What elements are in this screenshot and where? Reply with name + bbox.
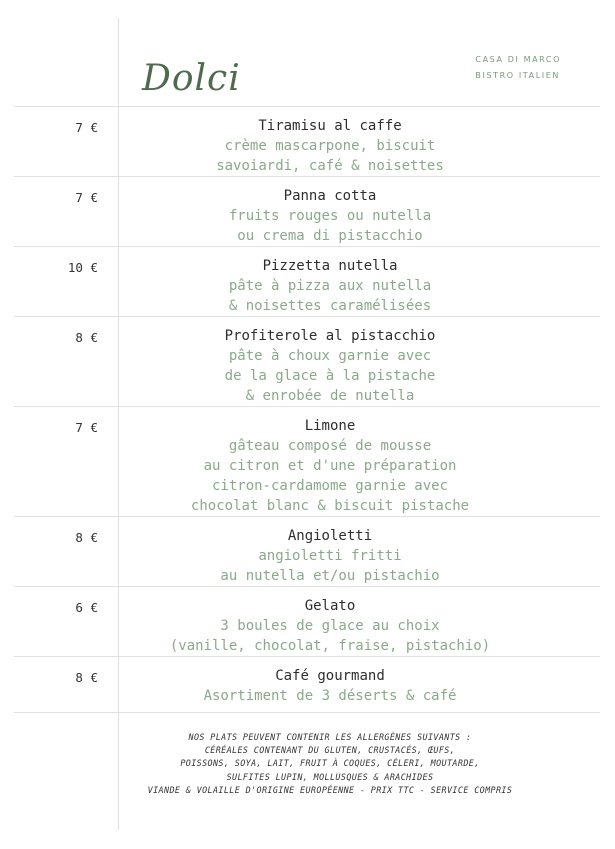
item-description-line: Asortiment de 3 déserts & café (203, 688, 457, 704)
allergen-note-line: CÉRÉALES CONTENANT DU GLUTEN, CRUSTACÉS, ŒUFS, (204, 745, 456, 756)
brand-subtitle: BISTRO ITALIEN (475, 71, 560, 80)
brand-name: CASA DI MARCO (475, 55, 561, 64)
row-separator (14, 656, 600, 657)
item-body (120, 416, 540, 516)
row-separator (14, 316, 600, 317)
row-separator (14, 712, 600, 713)
item-description-line: fruits rouges ou nutella (228, 208, 432, 224)
item-description-line: pâte à choux garnie avec (228, 348, 432, 364)
allergen-note-line: SULFITES LUPIN, MOLLUSQUES & ARACHIDES (226, 771, 434, 782)
item-body (120, 526, 540, 586)
row-separator (14, 586, 600, 587)
item-description-line: gâteau composé de mousse (228, 438, 432, 454)
item-description-line: au nutella et/ou pistachio (220, 568, 440, 584)
item-description-line: citron-cardamome garnie avec (211, 478, 448, 494)
item-body (120, 666, 540, 706)
item-name: Profiterole al pistacchio (224, 328, 436, 344)
menu-title: Dolci (142, 58, 241, 99)
item-description-line: ou crema di pistacchio (237, 228, 423, 244)
item-description-line: savoiardi, café & noisettes (216, 158, 444, 174)
allergen-note-line: NOS PLATS PEUVENT CONTENIR LES ALLERGÈNES SUIVANTS : (188, 732, 472, 742)
brand-block (475, 52, 561, 84)
item-name: Tiramisu al caffe (258, 118, 402, 134)
item-description-line: & enrobée de nutella (245, 388, 415, 404)
row-separator (14, 516, 600, 517)
item-description-line: de la glace à la pistache (224, 368, 436, 384)
row-separator (14, 406, 600, 407)
item-price: 6 € (75, 600, 98, 615)
item-price: 7 € (75, 190, 98, 205)
item-description-line: pâte à pizza aux nutella (228, 278, 432, 294)
item-price: 8 € (75, 530, 98, 545)
item-description-line: angioletti fritti (258, 548, 402, 564)
row-separator (14, 176, 600, 177)
item-description-line: au citron et d'une préparation (203, 458, 457, 474)
item-price: 8 € (75, 670, 98, 685)
item-price: 7 € (75, 420, 98, 435)
allergen-note-line: POISSONS, SOYA, LAIT, FRUIT À COQUES, CÉLERI, MOUTARDE, (180, 758, 480, 769)
item-price: 7 € (75, 120, 98, 135)
item-body (120, 596, 540, 656)
item-name: Panna cotta (283, 188, 377, 204)
vertical-divider (118, 18, 119, 830)
row-separator (14, 246, 600, 247)
item-body (120, 256, 540, 316)
item-price: 8 € (75, 330, 98, 345)
item-name: Pizzetta nutella (262, 258, 398, 274)
item-name: Limone (304, 418, 356, 434)
item-name: Gelato (304, 598, 356, 614)
item-body (120, 326, 540, 406)
item-description-line: (vanille, chocolat, fraise, pistachio) (169, 638, 491, 654)
item-description-line: 3 boules de glace au choix (220, 618, 440, 634)
item-body (120, 116, 540, 176)
item-description-line: & noisettes caramélisées (228, 298, 432, 314)
allergen-note-line: VIANDE & VOLAILLE D'ORIGINE EUROPÉENNE - PRIX TTC - SERVICE COMPRIS (147, 784, 513, 795)
item-price: 10 € (67, 260, 98, 275)
item-description-line: crème mascarpone, biscuit (224, 138, 436, 154)
item-body (120, 186, 540, 246)
allergen-note (120, 731, 540, 797)
item-name: Café gourmand (275, 668, 385, 684)
item-description-line: chocolat blanc & biscuit pistache (190, 498, 470, 514)
row-separator (14, 106, 600, 107)
item-name: Angioletti (287, 528, 373, 544)
